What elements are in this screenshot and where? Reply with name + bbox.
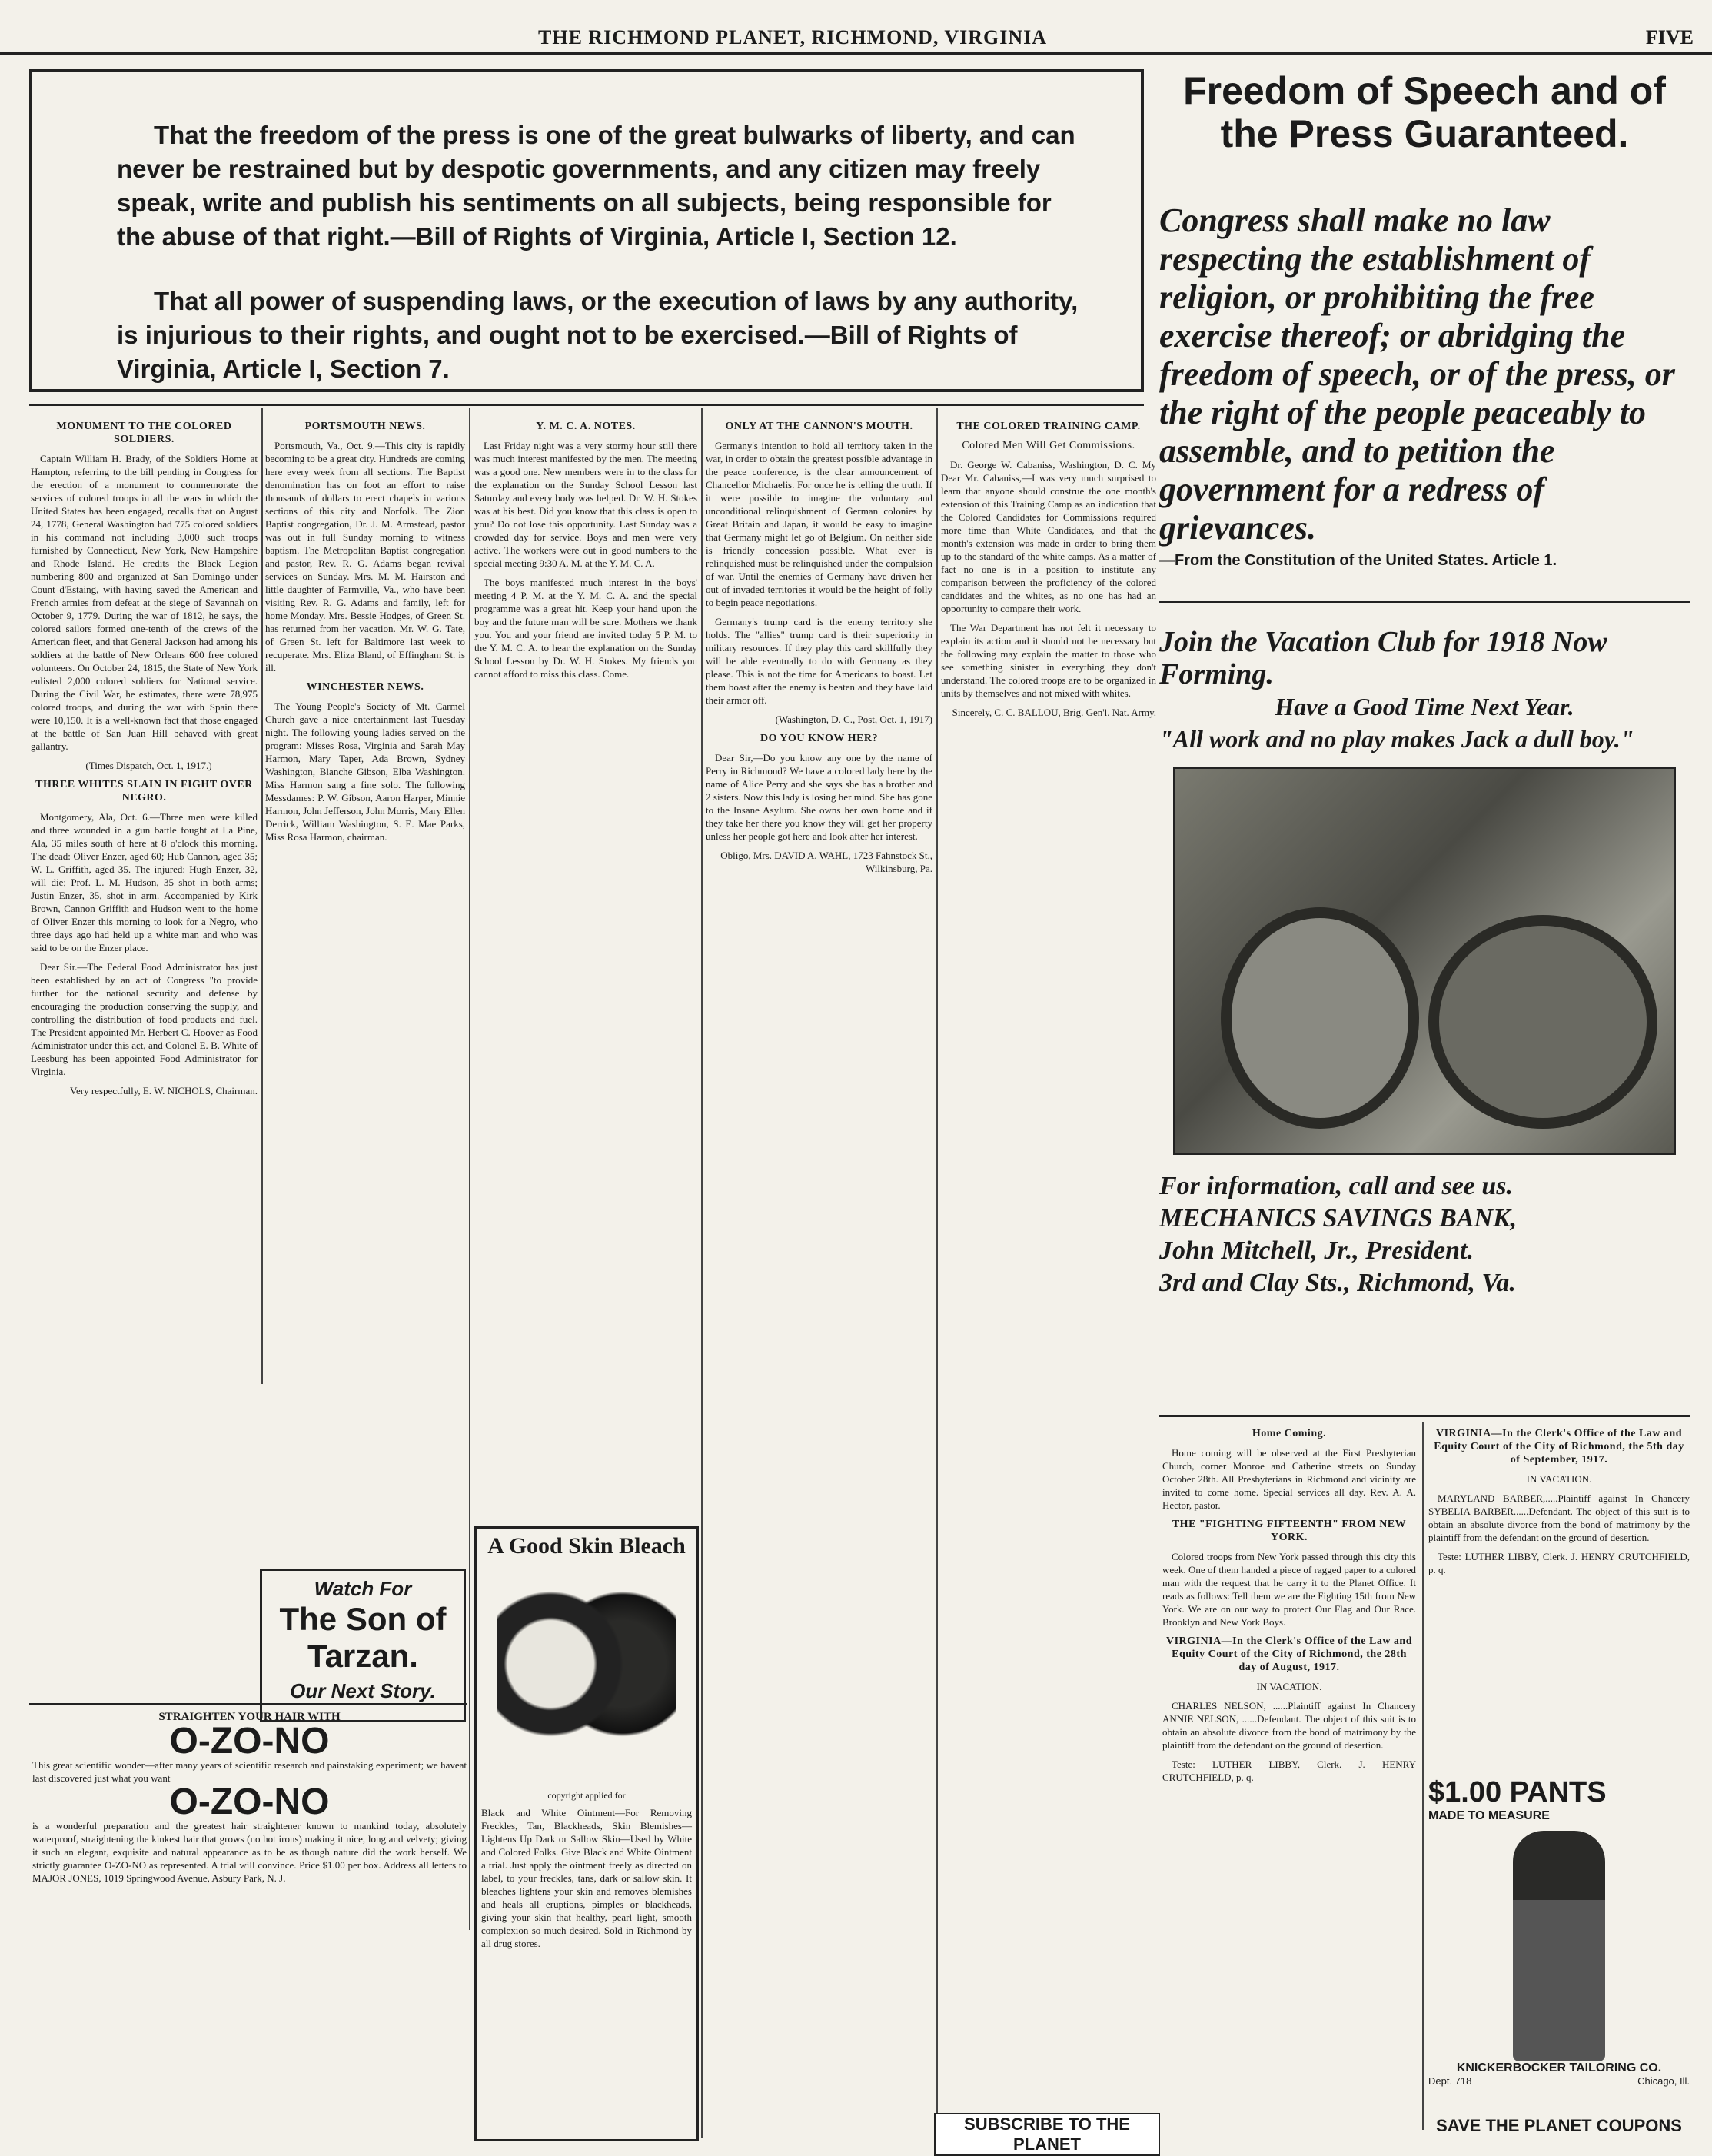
vacation-foot3: John Mitchell, Jr., President. [1159,1236,1474,1265]
right-lower-rule [1159,1415,1690,1417]
divider [1159,601,1690,603]
vacation-sub2: "All work and no play makes Jack a dull boy." [1159,725,1634,753]
bill-of-rights-box [29,69,1144,392]
article-text: The War Department has not felt it necessary to explain its action and it should not be necessary but the following may explain the matter to those who see something sinister in everything they don't understand. The colored troops are to be organized in units by themselves and not mixed with whites. [941,622,1156,699]
column-6 [1162,1422,1416,1790]
vacation-foot4: 3rd and Clay Sts., Richmond, Va. [1159,1269,1516,1297]
column-1 [31,415,258,1103]
freedom-headline: Freedom of Speech and of the Press Guaranteed. [1183,69,1666,155]
bank-vault-photo [1173,767,1676,1155]
article-text: Colored troops from New York passed through this city this week. One of them handed a piece of ragged paper to a colored man with the request that he carry it to the Planet Office. It reads as follows: Tell them we are the Fighting 15th from New York. We are on our way to protect Our Flag and Our Race. Brooklyn and New York Boys. [1162,1551,1416,1628]
legal-notice-heading: VIRGINIA—In the Clerk's Office of the Law and Equity Court of the City of Richmond, the 28th day of August, 1917. [1166,1635,1412,1673]
top-rule [29,404,1144,406]
skin-bleach-text: Black and White Ointment—For Removing Freckles, Tan, Blackheads, Skin Blemishes—Lightens Up Dark or Sallow Skin—Used by White and Colored Folks. Give Black and White Ointment a trial. Just apply the ointment freely as directed on label, to your freckles, tans, dark or sallow skin. It bleaches lightens your skin and removes blemishes and heals all eruptions, pimples or blackheads, giving your skin that healthy, pearl light, smooth complexion so much desired. Sold in Richmond by all drug stores. [481,1807,692,1949]
column-divider [936,408,938,2138]
article-text: Captain William H. Brady, of the Soldiers Home at Hampton, referring to the bill pending in Congress for the erection of a monument to commemorate the services of colored troops in all the wars in which the United States has been engaged, recalls that on August 24, 1778, General Washington had 775 colored soldiers in his command not including 3,000 such troops furnished by Connecticut, New York, New Hampshire and Rhode Island. He credits the Black Legion numbering 800 and organized at San Domingo under Count d'Estaing, with having saved the American and French armies from defeat at the siege of Savannah on October 9, 1779. During the war of 1812, he says, the colored sailors formed one-tenth of the crews of the American fleet, and that General Jackson had among his soldiers at the battle of New Orleans 600 free colored volunteers. On October 24, 1815, the State of New York enlisted 2,000 colored soldiers for National service. During the Civil War, he estimates, there were 78,975 colored troops, and during the war with Spain there were 10,150. It is a well-known fact that those engaged at the battle of San Juan Hill behaved with great gallantry. [31,453,258,752]
bill-section-7: That all power of suspending laws, or the execution of laws by any authority, is injurious to their rights, and ought not to be exercised.—Bill of Rights of Virginia, Article I, Section 7. [117,287,1079,383]
column-2 [265,415,465,850]
article-headline: DO YOU KNOW HER? [760,733,879,744]
vault-door-right [1428,915,1657,1129]
article-subheadline: Colored Men Will Get Commissions. [962,440,1135,451]
article-text: Dr. George W. Cabaniss, Washington, D. C. My Dear Mr. Cabaniss,—I was very much surprised to learn that anyone should construe the one month's extension of this Training Camp as an indication that the Colored Candidates for Commissions required more time than White Candidates, and that the month's extension was made in order to bring them up to the standard of the white camps. As a matter of fact no one is in a position to institute any comparison between the proficiency of the colored candidates and the whites, as no one has had an opportunity to compare their work. [941,459,1156,614]
newspaper-title: THE RICHMOND PLANET, RICHMOND, VIRGINIA [538,26,1048,48]
column-divider [469,408,470,1930]
vacation-foot1: For information, call and see us. [1159,1172,1514,1200]
article-text: Portsmouth, Va., Oct. 9.—This city is rapidly becoming to be a great city. Hundreds are coming here every week from all sections. The Baptist denomination has on foot an effort to raise thousands of dollars to erect chapels in various sections of this city and Norfolk. The Zion Baptist congregation, Dr. J. M. Armstead, pastor was out in full Sunday morning to witness baptism. The Metropolitan Baptist congregation and pastor, Rev. R. G. Adams began revival services on Sunday. Mrs. M. M. Hairston and little daughter of Farmville, Va., who have been visiting Rev. R. G. Adams and family, left for home Monday. Mrs. Bessie Hodges, of Green St. has returned from her vacation. Mr. W. G. Tate, of Green St. left for Baltimore last week to recuperate. Mrs. Eliza Bland, of Effingham St. is ill. [265,440,465,674]
column-3 [474,415,697,687]
ozono-rule [29,1703,467,1705]
article-headline: MONUMENT TO THE COLORED SOLDIERS. [56,421,232,445]
tarzan-ad-title: The Son of Tarzan. [279,1601,447,1674]
constitution-quote: Congress shall make no law respecting the establishment of religion, or prohibiting the free exercise thereof; or abridging the freedom of speech, or of the press, or the right of the people peaceably to assemble, and to petition the government for a redress of grievances. [1159,201,1675,547]
column-5 [941,415,1156,725]
face-illustration [497,1567,676,1782]
page-number: FIVE [1645,26,1694,48]
article-signature: Obligo, Mrs. DAVID A. WAHL, 1723 Fahnstock St., Wilkinsburg, Pa. [720,850,932,874]
column-4 [706,415,932,881]
tarzan-ad-line3: Our Next Story. [290,1679,436,1702]
legal-notice-text: MARYLAND BARBER,.....Plaintiff against In Chancery SYBELIA BARBER......Defendant. The object of this suit is to obtain an absolute divorce from the bond of matrimony by the plaintiff from the defendant on the ground of desertion. [1428,1492,1690,1543]
masthead [0,26,1712,55]
ozono-text: This great scientific wonder—after many years of scientific research and painstaking experiment; we haveat last discovered just what you want [32,1759,467,1784]
tarzan-ad-line1: Watch For [314,1577,412,1600]
legal-notice-teste: Teste: LUTHER LIBBY, Clerk. J. HENRY CRUTCHFIELD, p. q. [1428,1551,1690,1575]
article-text: The boys manifested much interest in the boys' meeting 4 P. M. at the Y. M. C. A. and the special programme was a great hit. Keep your hand upon the boy and the future man will be sure. Mothers we thank you. You and your friend are invited today 5 P. M. to the Y. M. C. A. to hear the explanation on the Sunday School Lesson by Dr. W. H. Stokes. My friends you cannot afford to miss this class. Come. [474,577,697,680]
column-divider [701,408,703,2138]
column-divider [1422,1422,1424,2130]
pants-city: Chicago, Ill. [1637,2075,1690,2087]
ozono-headline: STRAIGHTEN YOUR HAIR WITH [158,1711,341,1723]
skin-bleach-ad [474,1526,699,2141]
article-text: Last Friday night was a very stormy hour still there was much interest manifested by the men. The meeting was a good one. New members were in to the class for the explanation on the Sunday School Lesson last Saturday and every body was helped. Dr. W. H. Stokes was at his best. Did you know that this class is open to you? Do not lose this opportunity. Last Sunday was a crowded day for service. Boys and men were very active. The workers were out in good numbers to the special meeting 9:30 A. M. at the Y. M. C. A. [474,440,697,569]
article-text: The Young People's Society of Mt. Carmel Church gave a nice entertainment last Tuesday night. The following young ladies served on the program: Misses Rosa, Virginia and Sarah May Harmon, Mary Taper, Ada Brown, Sydney Washington, Blanche Gibson, Elba Washington. Miss Harmon sang a fine solo. The following Messdames: P. W. Gibson, Aaron Harper, Minnie Harmon, John Jefferson, John Morris, Mary Ellen Derrick, William Washington, S. E. Mae Parks, Miss Rosa Harmon, chairman. [265,700,465,843]
article-headline: WINCHESTER NEWS. [306,681,424,693]
article-signature: Very respectfully, E. W. NICHOLS, Chairman. [70,1085,258,1096]
column-7 [1428,1422,1690,1582]
article-headline: THE COLORED TRAINING CAMP. [956,421,1141,432]
article-source: (Times Dispatch, Oct. 1, 1917.) [85,760,212,771]
article-text: Dear Sir,—Do you know any one by the name of Perry in Richmond? We have a colored lady here by the name of Alice Perry and she says she has a brother and 2 sisters. Now this lady is losing her mind. She has gone to the Insane Asylum. She owns her own home and if they take her there you know they will get her property unless her people got here and look after her interest. [706,752,932,842]
article-text: Germany's trump card is the enemy territory she holds. The "allies" trump card is their superiority in military resources. If they play this card skillfully they will be able eventually to do with Germany as they please. This is not the time for Americans to boast. Let them boast after the enemy is beaten and they have laid their armor off. [706,616,932,706]
pants-company: KNICKERBOCKER TAILORING CO. [1456,2061,1662,2074]
tarzan-ad [260,1569,466,1722]
article-headline: ONLY AT THE CANNON'S MOUTH. [725,421,913,432]
column-divider [261,408,263,1384]
article-text: Home coming will be observed at the First Presbyterian Church, corner Monroe and Catherine streets on Sunday October 28th. All Presbyterians in Richmond and vicinity are invited to come home. Special services all day. Rev. A. A. Hector, pastor. [1162,1447,1416,1511]
ozono-name: O-ZO-NO [169,1782,330,1822]
skin-bleach-headline: A Good Skin Bleach [487,1533,686,1559]
ozono-ad [32,1711,467,1885]
article-text: Dear Sir.—The Federal Food Administrator has just been established by an act of Congress "to provide further for the national security and defense by encouraging the production conserving the supply, and controlling the distribution of food products and fuel. The President appointed Mr. Herbert C. Hoover as Food Administrator under this act, and Colonel E. B. White of Leesburg has been appointed Food Administrator for Virginia. [31,961,258,1077]
pants-dept: Dept. 718 [1428,2075,1472,2087]
skin-bleach-copyright: copyright applied for [547,1790,626,1801]
article-text: Montgomery, Ala, Oct. 6.—Three men were killed and three wounded in a gun battle fought at La Pine, Ala, 35 miles south of here at 8 o'clock this morning. The dead: Oliver Enzer, aged 60; Hub Cannon, aged 35; W. L. Griffith, aged 35. The injured: Hugh Enzer, 32, will die; Prof. L. M. Hudson, 35 shot in both arms; Justin Enzer, 35, shot in arm. Accompanied by Kirk Brown, Cannon Griffith and Hudson went to the home of Oliver Enzer this morning to look for a Negro, who three days ago had held up a white man and who was said to be on the Enzer place. [31,811,258,953]
pants-price: $1.00 PANTS [1428,1776,1607,1808]
ozono-text: is a wonderful preparation and the greatest hair straightener known to mankind today, absolutely waterproof, straightening the kinkest hair that grows (no hot irons) making it nice, long and velvety; giving it such an elegant, exquisite and natural appearance as to be as though nature did the work herself. We strictly guarantee O-ZO-NO as represented. A trial will convince. Price $1.00 per box. Address all letters to MAJOR JONES, 1019 Springwood Avenue, Asbury Park, N. J. [32,1820,467,1884]
ozono-name: O-ZO-NO [169,1721,330,1762]
subscribe-banner: SUBSCRIBE TO THE PLANET [934,2113,1160,2156]
pants-ad [1428,1776,1690,2114]
legal-notice-text: CHARLES NELSON, ......Plaintiff against In Chancery ANNIE NELSON, ......Defendant. The object of this suit is to obtain an absolute divorce from the bond of matrimony by the plaintiff from the defendant on the ground of desertion. [1162,1700,1416,1751]
coupons-banner: SAVE THE PLANET COUPONS [1436,2116,1682,2135]
article-headline: THREE WHITES SLAIN IN FIGHT OVER NEGRO. [35,779,253,804]
article-headline: Home Coming. [1252,1428,1327,1439]
vault-door-left [1221,907,1419,1129]
legal-notice-teste: Teste: LUTHER LIBBY, Clerk. J. HENRY CRUTCHFIELD, p. q. [1162,1758,1416,1783]
legal-notice-heading: VIRGINIA—In the Clerk's Office of the Law and Equity Court of the City of Richmond, the 5th day of September, 1917. [1434,1428,1684,1466]
pants-tagline: MADE TO MEASURE [1428,1809,1550,1822]
article-headline: THE "FIGHTING FIFTEENTH" FROM NEW YORK. [1172,1519,1407,1543]
vacation-club-headline: Join the Vacation Club for 1918 Now Forming. [1159,626,1607,690]
article-signature: Sincerely, C. C. BALLOU, Brig. Gen'l. Nat. Army. [952,707,1156,718]
bill-section-12: That the freedom of the press is one of the great bulwarks of liberty, and can never be restrained but by despotic governments, and any citizen may freely speak, write and publish his sentiments on all subjects, being responsible for the abuse of that right.—Bill of Rights of Virginia, Article I, Section 12. [117,121,1075,251]
pants-address [1428,2075,1690,2087]
vacation-foot2: MECHANICS SAVINGS BANK, [1159,1204,1518,1233]
constitution-source: —From the Constitution of the United States. Article 1. [1159,552,1557,569]
right-column [1159,69,1690,1299]
vacation-sub1: Have a Good Time Next Year. [1275,693,1574,720]
legal-notice-vacation: IN VACATION. [1526,1473,1592,1485]
article-source: (Washington, D. C., Post, Oct. 1, 1917) [775,714,932,725]
article-headline: Y. M. C. A. NOTES. [536,421,636,432]
article-headline: PORTSMOUTH NEWS. [304,421,426,432]
legal-notice-vacation: IN VACATION. [1256,1681,1322,1692]
tailored-man-illustration [1513,1831,1605,2061]
article-text: Germany's intention to hold all territory taken in the war, in order to obtain the greatest possible advantage in the peace conference, is the clear announcement of Chancellor Michaelis. For once he is telling the truth. If it were possible to imagine the voluntary and unconditional relinquishment of German colonies by Great Britain and Japan, it would be easy to imagine that Germany might let go of Belgium. On neither side is friendly concession possible. What ever is relinquished must be relinquished under the compulsion of war. Until the enemies of Germany have driven her out of invaded territories it would be the height of folly to begin peace negotiations. [706,440,932,608]
